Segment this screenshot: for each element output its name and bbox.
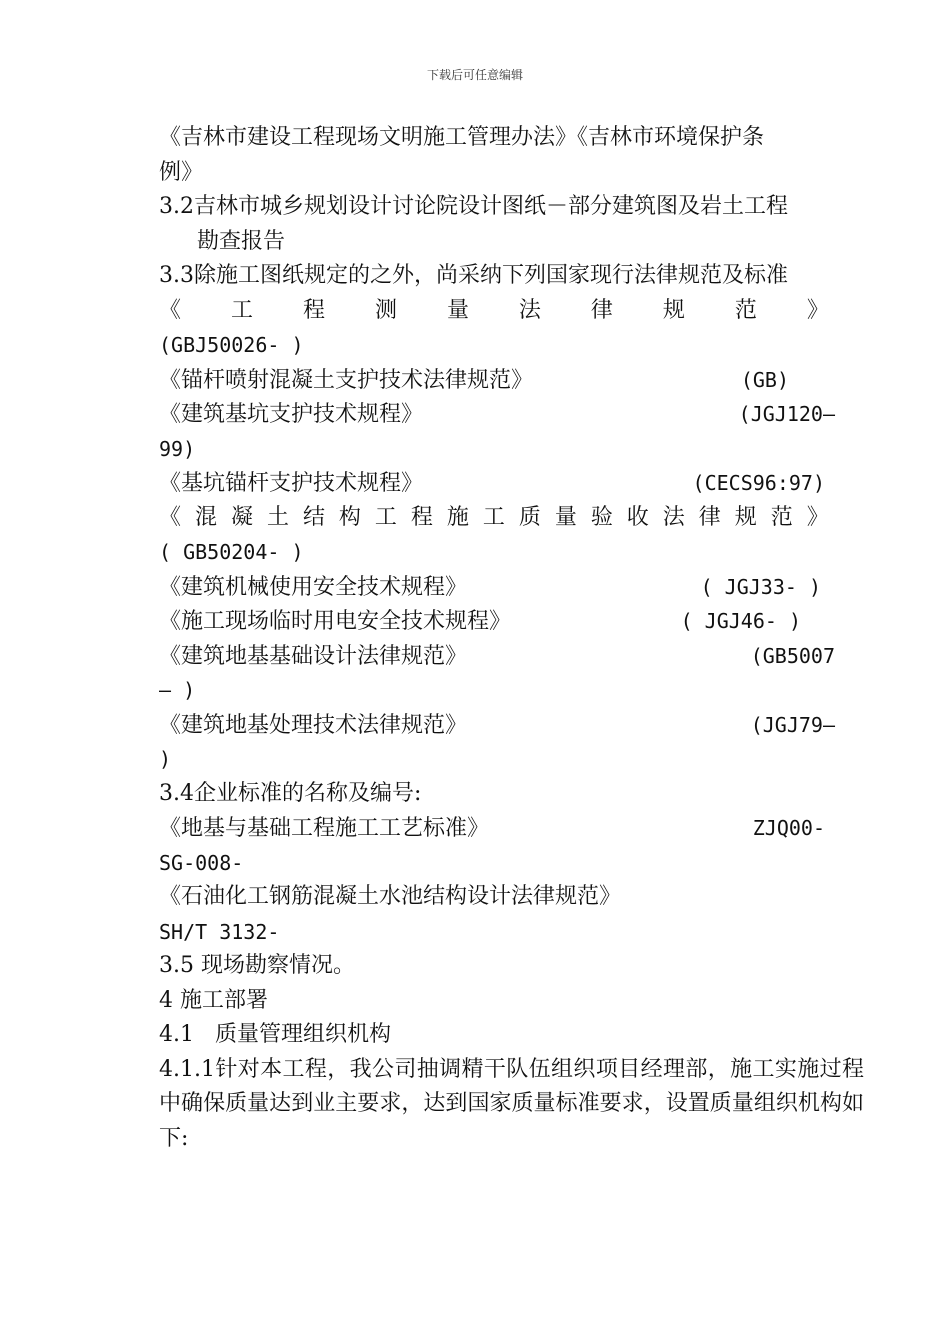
- text-line: 3.3除施工图纸规定的之外，尚采纳下列国家现行法律规范及标准: [159, 263, 788, 288]
- page-header-note: 下载后可任意编辑: [426, 68, 523, 82]
- standard-title: 《地基与基础工程施工工艺标准》: [159, 816, 490, 841]
- title-char: 法: [662, 504, 685, 530]
- title-char: 范: [770, 504, 793, 530]
- standard-title-line: 《石油化工钢筋混凝土水池结构设计法律规范》: [159, 884, 622, 909]
- standard-code: ( JGJ33- ): [700, 574, 821, 599]
- standard-title: 《锚杆喷射混凝土支护技术法律规范》: [159, 367, 534, 393]
- title-char: 混: [194, 504, 217, 530]
- title-char: 《: [159, 297, 182, 323]
- title-char: 律: [590, 297, 613, 323]
- standard-title: 《建筑地基处理技术法律规范》: [159, 712, 468, 738]
- standard-entry: [159, 363, 825, 398]
- title-char: 量: [446, 297, 469, 323]
- title-char: 规: [662, 297, 685, 323]
- document-body: [159, 121, 864, 1156]
- spaced-title-line: [159, 294, 829, 329]
- standard-code-line: SG-008-: [159, 850, 244, 875]
- standard-code: (JGJ79—: [750, 712, 835, 737]
- text-line: 勘查报告: [197, 228, 286, 254]
- title-char: 规: [734, 504, 757, 530]
- text-line: 例》: [159, 159, 204, 185]
- standard-code-line: 99): [159, 436, 196, 461]
- standard-entry: [159, 570, 825, 605]
- title-char: 范: [734, 297, 757, 323]
- text-line: 《吉林市建设工程现场文明施工管理办法》《吉林市环境保护条: [159, 125, 765, 150]
- title-char: 工: [374, 504, 397, 530]
- standard-title: 《建筑地基基础设计法律规范》: [159, 643, 468, 669]
- paragraph: 4.1.1针对本工程，我公司抽调精干队伍组织项目经理部，施工实施过程中确保质量达到业主要求，达到国家质量标准要求，设置质量组织机构如下:: [159, 1056, 864, 1151]
- text-line: 3.2吉林市城乡规划设计讨论院设计图纸－部分建筑图及岩土工程: [159, 194, 788, 219]
- title-char: 质: [518, 504, 541, 530]
- title-char: 程: [410, 504, 433, 530]
- spaced-title-line: [159, 501, 829, 536]
- title-char: 测: [374, 297, 397, 323]
- title-char: 验: [590, 504, 613, 530]
- standard-code-line: ( GB50204- ): [159, 540, 304, 564]
- standard-code: (GB5007: [750, 643, 835, 668]
- title-char: 》: [806, 504, 829, 530]
- title-char: 《: [159, 504, 182, 530]
- title-char: 凝: [230, 504, 253, 530]
- standard-code: (JGJ120—: [738, 402, 835, 426]
- title-char: 工: [230, 297, 253, 323]
- standard-entry: [159, 604, 825, 639]
- title-char: 律: [698, 504, 721, 530]
- title-char: 收: [626, 504, 649, 530]
- standard-code: (CECS96:97): [692, 471, 825, 495]
- standard-entry: [159, 397, 835, 432]
- title-char: 工: [482, 504, 505, 530]
- title-char: 法: [518, 297, 541, 323]
- standard-code: ( JGJ46- ): [680, 609, 801, 633]
- title-char: 结: [302, 504, 325, 530]
- standard-code-line: (GBJ50026- ): [159, 333, 304, 357]
- section-heading: 4 施工部署: [159, 987, 268, 1013]
- text-line: 3.5 现场勘察情况。: [159, 953, 355, 978]
- text-line: 3.4企业标准的名称及编号:: [159, 780, 422, 806]
- title-char: 施: [446, 504, 469, 530]
- standard-entry: [159, 639, 835, 674]
- title-char: 》: [806, 297, 829, 323]
- title-char: 构: [338, 504, 361, 530]
- standard-code: (GB): [740, 367, 789, 392]
- standard-title: 《建筑机械使用安全技术规程》: [159, 574, 468, 600]
- standard-code: ZJQ00-: [752, 816, 825, 840]
- subsection-heading: 4.1 质量管理组织机构: [159, 1022, 391, 1047]
- title-char: 量: [554, 504, 577, 530]
- standard-title: 《基坑锚杆支护技术规程》: [159, 471, 424, 496]
- standard-code-line: SH/T 3132-: [159, 919, 280, 944]
- standard-title: 《建筑基坑支护技术规程》: [159, 402, 424, 427]
- standard-code-line: — ): [159, 678, 196, 702]
- standard-title: 《施工现场临时用电安全技术规程》: [159, 609, 512, 634]
- standard-entry: [159, 811, 825, 846]
- title-char: 土: [266, 504, 289, 530]
- standard-entry: [159, 466, 825, 501]
- standard-entry: [159, 708, 835, 743]
- title-char: 程: [302, 297, 325, 323]
- standard-code-line: ): [159, 747, 172, 771]
